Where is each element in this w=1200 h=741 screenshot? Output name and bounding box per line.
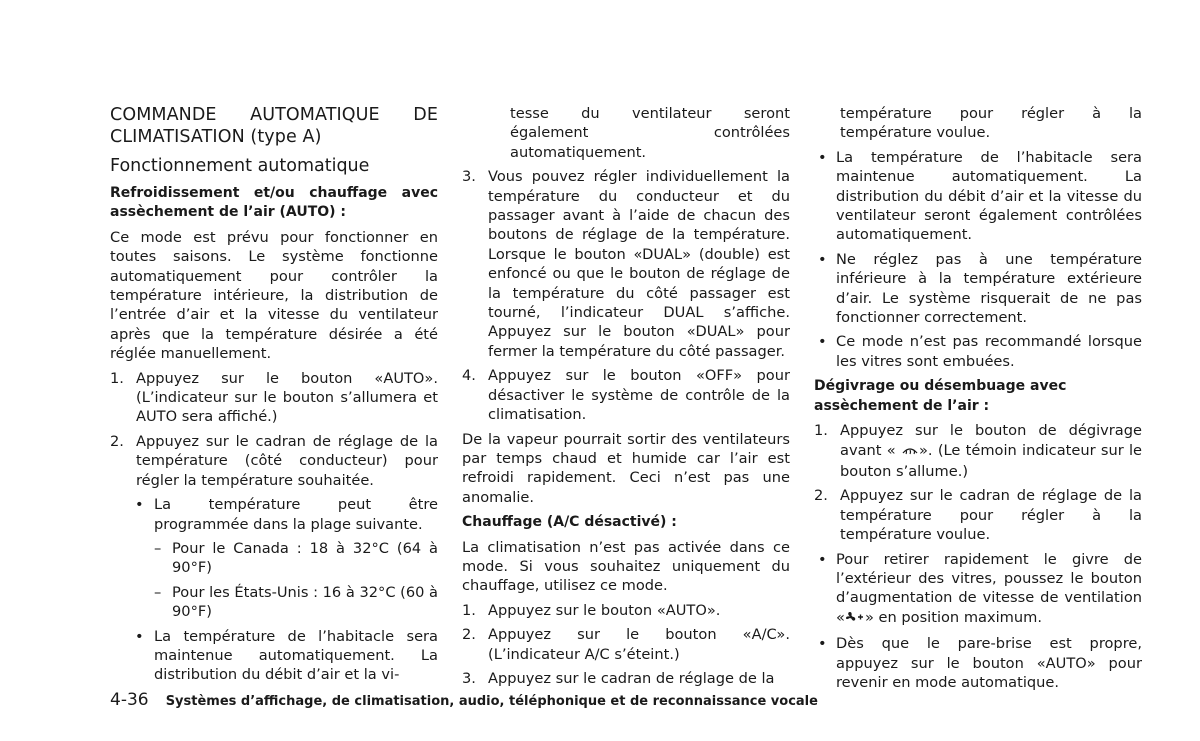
step-number: 3. bbox=[462, 168, 476, 186]
list-item bbox=[814, 421, 1142, 481]
auto-steps-list bbox=[110, 369, 438, 685]
step-text: Appuyez sur le cadran de réglage de la température pour régler à la température voulue. bbox=[840, 487, 1142, 544]
bullet-mark: • bbox=[818, 333, 827, 351]
heading-auto-mode: Refroidissement et/ou chauffage avec assèchement de l’air (AUTO) : bbox=[110, 185, 438, 221]
bullet-text: La température de l’habitacle sera maintenue automatiquement. La distribution du débit d’air et la vi- bbox=[154, 627, 438, 684]
step-text: Appuyez sur le bouton «A/C». (L’indicateur A/C s’éteint.) bbox=[488, 626, 790, 663]
step-text-cont: ». (Le témoin indicateur sur le bouton s’allume.) bbox=[840, 441, 1143, 480]
bullet-mark: • bbox=[818, 635, 827, 653]
list-item bbox=[110, 369, 438, 427]
bullet-mark: • bbox=[818, 148, 827, 166]
step-text: Appuyez sur le bouton «OFF» pour désactiver le système de contrôle de la climatisation. bbox=[488, 367, 790, 424]
column-2 bbox=[462, 104, 790, 693]
step-number: 4. bbox=[462, 367, 476, 385]
subsection-title: Fonctionnement automatique bbox=[110, 156, 370, 176]
step-number: 2. bbox=[814, 487, 828, 505]
heating-intro: La climatisation n’est pas activée dans ce mode. Si vous souhaitez uniquement du chauffage, utilisez ce mode. bbox=[462, 538, 790, 595]
dash-mark: – bbox=[154, 539, 162, 557]
list-item bbox=[132, 495, 438, 534]
bullet-text: La température peut être programmée dans la plage suivante. bbox=[154, 496, 438, 533]
heading-defrost: Dégivrage ou désembuage avec assèchement de l’air : bbox=[814, 378, 1067, 414]
section-title: COMMANDE AUTOMATIQUE DE CLIMATISATION (type A) bbox=[110, 105, 438, 147]
auto-intro-paragraph: Ce mode est prévu pour fonctionner en toutes saisons. Le système fonctionne automatiquement pour contrôler la température intérieure, la distribution de l’entrée d’air et la vitesse du ventilateur après que la température désirée a été réglée manuellement. bbox=[110, 228, 438, 363]
bullet-text: Dès que le pare-brise est propre, appuyez sur le bouton «AUTO» pour revenir en mode automatique. bbox=[836, 635, 1142, 691]
page-footer bbox=[110, 690, 818, 710]
range-canada: Pour le Canada : 18 à 32°C (64 à 90°F) bbox=[172, 539, 438, 577]
list-item bbox=[462, 669, 790, 688]
list-item bbox=[132, 627, 438, 685]
vapour-note: De la vapeur pourrait sortir des ventilateurs par temps chaud et humide car l’air est refroidi rapidement. Ceci n’est pas une anomalie. bbox=[462, 430, 790, 506]
continued-text: température pour régler à la température voulue. bbox=[840, 105, 1142, 142]
defrost-steps-list bbox=[814, 421, 1142, 544]
step-text: Appuyez sur le cadran de réglage de la bbox=[488, 669, 775, 687]
step-text: Appuyez sur le bouton «AUTO». (L’indicateur sur le bouton s’allumera et AUTO sera affiché.) bbox=[136, 369, 438, 426]
list-item bbox=[462, 167, 790, 361]
step-text: Appuyez sur le bouton de dégivrage avant « bbox=[840, 422, 1142, 459]
bullet-text-cont: » en position maximum. bbox=[864, 608, 1042, 626]
step-text: Vous pouvez régler individuellement la température du conducteur et du passager avant à l’aide de chacun des boutons de réglage de la température. Lorsque le bouton «DUAL» (double) est enfoncé ou que le bouton de réglage de la température du côté passager est tourné, l’indicateur DUAL s’affiche. Appuyez sur le bouton «DUAL» pour fermer la température du côté passager. bbox=[488, 168, 790, 360]
continued-text: tesse du ventilateur seront également contrôlées automatiquement. bbox=[510, 105, 790, 161]
bullet-mark: • bbox=[818, 550, 827, 568]
list-item bbox=[814, 250, 1142, 328]
list-item bbox=[462, 366, 790, 424]
bullet-text: Pour retirer rapidement le givre de l’extérieur des vitres, poussez le bouton d’augmentation de vitesse de ventilation « bbox=[836, 550, 1142, 626]
list-item bbox=[814, 486, 1142, 544]
list-item bbox=[132, 539, 438, 578]
front-defrost-icon bbox=[901, 443, 919, 462]
column-1 bbox=[110, 104, 438, 690]
step-number: 2. bbox=[110, 432, 124, 450]
bullet-text: Ne réglez pas à une température inférieure à la température extérieure d’air. Le système risquerait de ne pas fonctionner correctement. bbox=[836, 250, 1142, 327]
step-number: 3. bbox=[462, 669, 476, 687]
range-us: Pour les États-Unis : 16 à 32°C (60 à 90°F) bbox=[172, 583, 438, 621]
bullet-text: La température de l’habitacle sera maintenue automatiquement. La distribution du débit d’air et la vitesse du ventilateur seront également contrôlées automatiquement. bbox=[836, 148, 1142, 244]
step-text: Appuyez sur le cadran de réglage de la température (côté conducteur) pour régler la température souhaitée. bbox=[136, 432, 438, 489]
bullet-mark: • bbox=[135, 496, 144, 514]
list-item bbox=[814, 550, 1142, 630]
step-number: 1. bbox=[462, 601, 476, 619]
list-item bbox=[814, 148, 1142, 245]
dash-mark: – bbox=[154, 583, 162, 601]
page-number: 4-36 bbox=[110, 690, 149, 710]
heading-heating: Chauffage (A/C désactivé) : bbox=[462, 514, 677, 531]
footer-section-title: Systèmes d’affichage, de climatisation, audio, téléphonique et de reconnaissance vocale bbox=[165, 694, 818, 709]
list-item bbox=[462, 601, 790, 620]
bullet-mark: • bbox=[818, 250, 827, 268]
step-number: 1. bbox=[110, 369, 124, 387]
bullet-mark: • bbox=[135, 627, 144, 645]
step-number: 2. bbox=[462, 626, 476, 644]
list-item bbox=[814, 332, 1142, 371]
list-item bbox=[110, 432, 438, 685]
auto-steps-list-continued bbox=[462, 167, 790, 424]
list-item bbox=[814, 634, 1142, 692]
list-item bbox=[462, 625, 790, 664]
column-3 bbox=[814, 104, 1142, 697]
list-item bbox=[132, 583, 438, 622]
bullet-text: Ce mode n’est pas recommandé lorsque les vitres sont embuées. bbox=[836, 333, 1142, 370]
heating-steps-list bbox=[462, 601, 790, 689]
step-number: 1. bbox=[814, 422, 828, 440]
fan-speed-up-icon bbox=[845, 610, 865, 629]
step-text: Appuyez sur le bouton «AUTO». bbox=[488, 601, 721, 619]
